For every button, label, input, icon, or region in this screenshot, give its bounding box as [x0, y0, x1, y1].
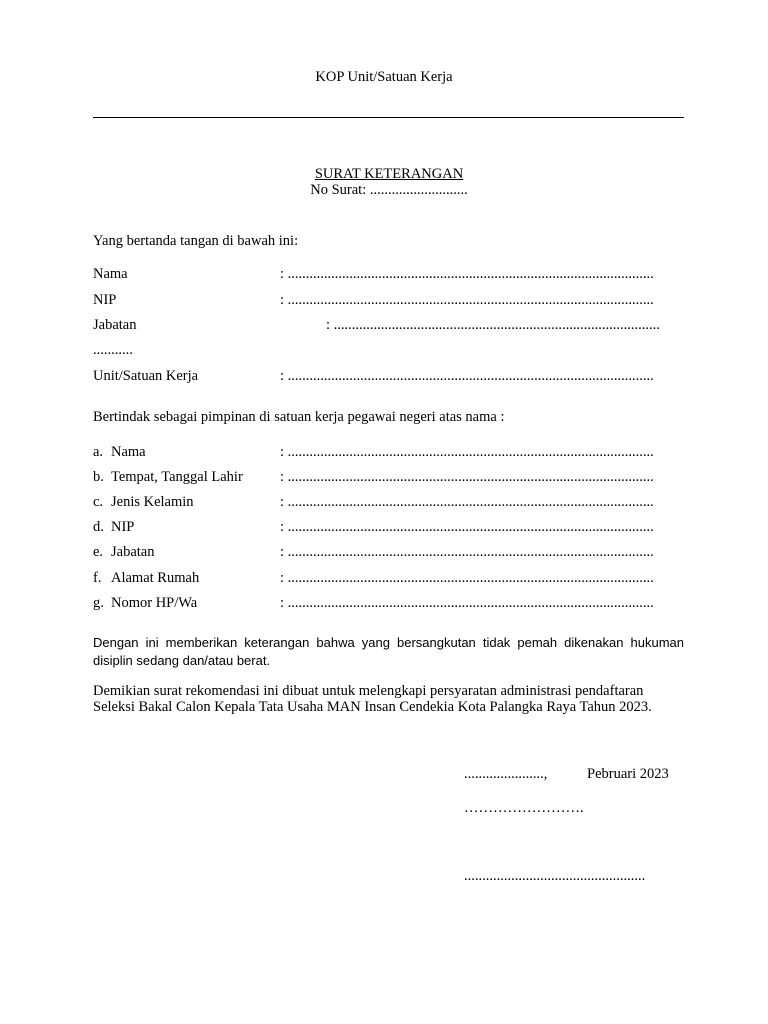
employee-field-letter: f. [93, 570, 102, 586]
employee-birth-value: : ..................................................................................................... [280, 469, 654, 485]
signer-position-value: : .......................................................................................... [326, 317, 660, 333]
employee-phone-label: Nomor HP/Wa [111, 595, 198, 611]
document-title: SURAT KETERANGAN [314, 166, 464, 182]
employee-gender-label: Jenis Kelamin [111, 494, 194, 510]
employee-gender-value: : ..................................................................................................... [280, 494, 654, 510]
employee-nip-label: NIP [111, 519, 135, 535]
signer-position-label: Jabatan [93, 317, 137, 333]
employee-field-letter: e. [93, 544, 104, 560]
signature-place: ......................, [464, 766, 548, 782]
signer-unit-value: : ..................................................................................................... [280, 368, 654, 384]
employee-field-letter: c. [93, 494, 104, 510]
employee-birth-label: Tempat, Tanggal Lahir [111, 469, 243, 485]
employee-name-label: Nama [111, 444, 146, 460]
employee-field-letter: a. [93, 444, 104, 460]
signer-nip-value: : ..................................................................................................... [280, 292, 654, 308]
closing-paragraph: Demikian surat rekomendasi ini dibuat untuk melengkapi persyaratan administrasi pendaftaran Seleksi Bakal Calon Kepala Tata Usaha MAN Insan Cendekia Kota Palangka Raya Tahun 2023. [93, 683, 652, 715]
employee-name-value: : ..................................................................................................... [280, 444, 654, 460]
signer-position-overflow: ........... [93, 342, 133, 358]
signer-unit-label: Unit/Satuan Kerja [93, 368, 199, 384]
signature-name-line: .................................................. [464, 868, 646, 884]
signature-position: ……………………. [464, 800, 584, 816]
statement-paragraph: Dengan ini memberikan keterangan bahwa yang bersangkutan tidak pemah dikenakan hukuman disiplin sedang dan/atau berat. [93, 635, 684, 668]
acting-text: Bertindak sebagai pimpinan di satuan kerja pegawai negeri atas nama : [93, 409, 505, 425]
signer-nip-label: NIP [93, 292, 117, 308]
employee-nip-value: : ..................................................................................................... [280, 519, 654, 535]
signer-name-value: : ..................................................................................................... [280, 266, 654, 282]
letterhead-divider [93, 117, 684, 118]
letterhead-title: KOP Unit/Satuan Kerja [315, 69, 453, 85]
employee-field-letter: g. [93, 595, 104, 611]
employee-position-label: Jabatan [111, 544, 155, 560]
employee-position-value: : ..................................................................................................... [280, 544, 654, 560]
employee-address-value: : ..................................................................................................... [280, 570, 654, 586]
letter-number: No Surat: ........................... [310, 182, 468, 198]
employee-field-letter: d. [93, 519, 104, 535]
signature-date: Pebruari 2023 [587, 766, 669, 782]
intro-text: Yang bertanda tangan di bawah ini: [93, 233, 299, 249]
employee-address-label: Alamat Rumah [111, 570, 200, 586]
employee-field-letter: b. [93, 469, 104, 485]
employee-phone-value: : ..................................................................................................... [280, 595, 654, 611]
signer-name-label: Nama [93, 266, 128, 282]
